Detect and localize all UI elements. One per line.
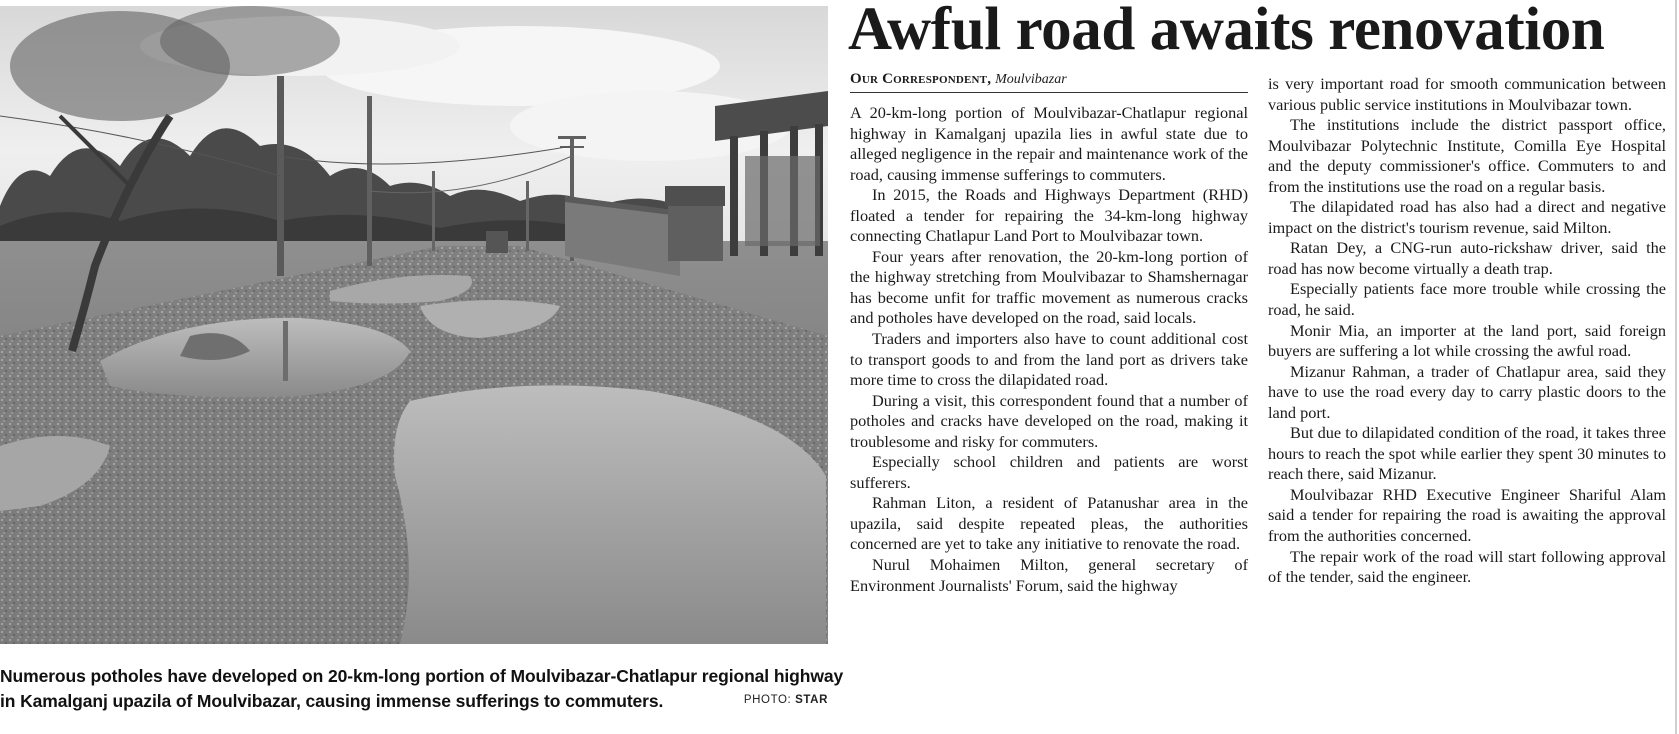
paragraph: Mizanur Rahman, a trader of Chatlapur area, said they have to use the road every day to carry plastic doors to the land port.	[1268, 361, 1666, 422]
paragraph: The dilapidated road has also had a direct and negative impact on the district's tourism revenue, said Milton.	[1268, 197, 1666, 237]
caption-line-2: in Kamalganj upazila of Moulvibazar, causing immense sufferings to commuters.	[0, 691, 664, 711]
paragraph: The institutions include the district passport office, Moulvibazar Polytechnic Institute, Comilla Eye Hospital and the deputy commissioner's office. Commuters to and from the institutions use the road on a regular basis.	[1268, 115, 1666, 196]
paragraph: Moulvibazar RHD Executive Engineer Shariful Alam said a tender for repairing the road is awaiting the approval from the authorities concerned.	[1268, 484, 1666, 546]
paragraph: Traders and importers also have to count additional cost to transport goods to and from the land port as drivers take more time to cross the dilapidated road.	[850, 329, 1248, 390]
paragraph: Nurul Mohaimen Milton, general secretary of Environment Journalists' Forum, said the highway	[850, 555, 1248, 595]
paragraph: During a visit, this correspondent found that a number of potholes and cracks have developed on the road, making it troublesome and risky for commuters.	[850, 390, 1248, 451]
paragraph: But due to dilapidated condition of the road, it takes three hours to reach the spot while earlier they spent 30 minutes to reach there, said Mizanur.	[1268, 423, 1666, 484]
paragraph: Four years after renovation, the 20-km-long portion of the highway stretching from Moulvibazar to Shamshernagar has become unfit for traffic movement as numerous cracks and potholes have developed on the road, said locals.	[850, 246, 1248, 328]
paragraph: The repair work of the road will start following approval of the tender, said the engineer.	[1268, 546, 1666, 587]
caption-line-1: Numerous potholes have developed on 20-km-long portion of Moulvibazar-Chatlapur regional highway	[0, 666, 844, 686]
paragraph: In 2015, the Roads and Highways Department (RHD) floated a tender for repairing the 34-km-long highway connecting Chatlapur Land Port to Moulvibazar town.	[850, 185, 1248, 246]
article-column-1	[850, 103, 1248, 596]
photo-caption	[0, 664, 844, 714]
byline-correspondent: Our Correspondent,	[850, 71, 996, 87]
paragraph: is very important road for smooth communication between various public service institutions in Moulvibazar town.	[1268, 74, 1666, 114]
paragraph: Especially school children and patients are worst sufferers.	[850, 452, 1248, 492]
paragraph: Especially patients face more trouble while crossing the road, he said.	[1268, 279, 1666, 320]
paragraph: Rahman Liton, a resident of Patanushar area in the upazila, said despite repeated pleas, the authorities concerned are yet to take any initiative to renovate the road.	[850, 493, 1248, 554]
photo-credit	[720, 694, 828, 706]
paragraph: A 20-km-long portion of Moulvibazar-Chatlapur regional highway in Kamalganj upazila lies in awful state due to alleged negligence in the repair and maintenance work of the road, causing immense sufferings to commuters.	[850, 103, 1248, 184]
byline-place: Moulvibazar	[995, 72, 1067, 87]
road-photo-illustration	[0, 6, 828, 644]
photo-credit-prefix: PHOTO:	[743, 694, 796, 706]
article-headline: Awful road awaits renovation	[848, 0, 1605, 63]
news-photo	[0, 6, 828, 644]
byline	[850, 70, 1248, 93]
article-column-2	[1268, 74, 1666, 588]
page-edge-rule	[1675, 0, 1677, 734]
paragraph: Ratan Dey, a CNG-run auto-rickshaw driver, said the road has now become virtually a death trap.	[1268, 238, 1666, 278]
photo-credit-source: STAR	[795, 694, 828, 706]
paragraph: Monir Mia, an importer at the land port, said foreign buyers are suffering a lot while crossing the awful road.	[1268, 320, 1666, 361]
